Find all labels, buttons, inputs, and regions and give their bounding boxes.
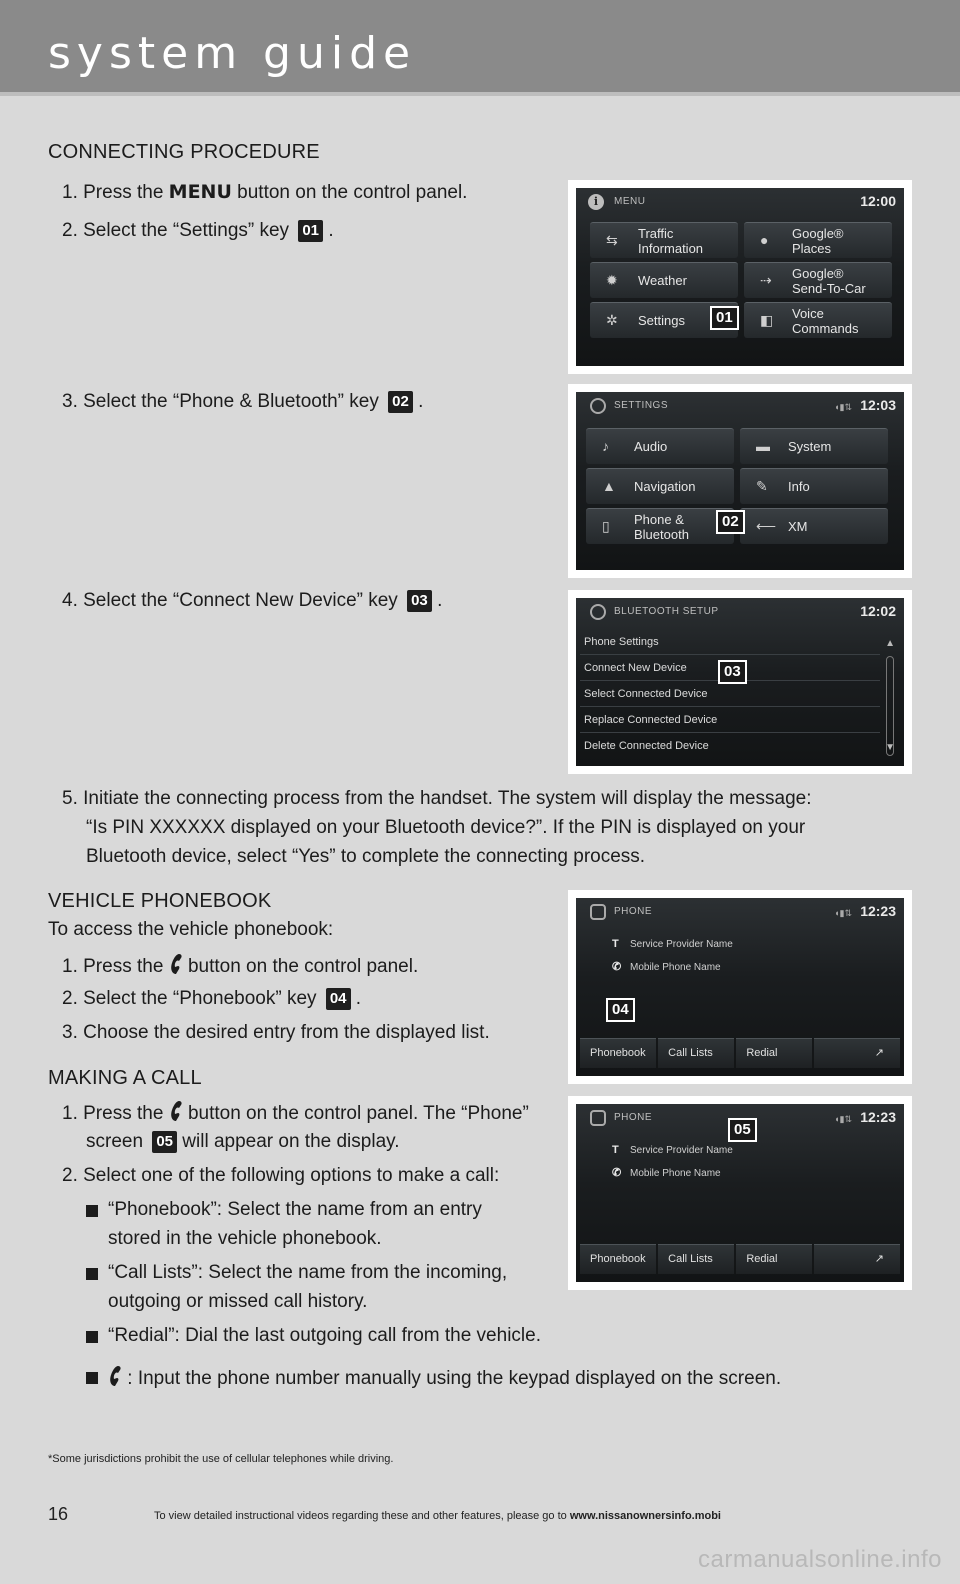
phone-handset-icon: [169, 953, 183, 975]
callout-01: 01: [710, 306, 739, 330]
phone-tabs: [580, 1244, 900, 1274]
watermark: carmanualsonline.info: [698, 1546, 942, 1573]
phonebook-step-3: 3. Choose the desired entry from the displayed list.: [62, 1022, 490, 1043]
call-lists-tab: Call Lists: [658, 1244, 734, 1274]
badge-03: 03: [407, 590, 432, 612]
badge-01: 01: [298, 220, 323, 242]
send-to-car-icon: ⇢: [760, 272, 772, 288]
signal-icon: T: [612, 1144, 619, 1156]
phone-screen-icon: [590, 904, 606, 920]
call-step-1-line2: screen 05 will appear on the display.: [86, 1131, 400, 1152]
system-icon: ▬: [756, 438, 770, 454]
gear-icon: ✲: [606, 312, 618, 328]
bullet-square: [86, 1331, 98, 1343]
phone-bluetooth-button: ▯ Phone & Bluetooth: [586, 508, 734, 544]
keypad-dial-icon: ↗: [814, 1038, 900, 1068]
owners-info-link[interactable]: www.nissanownersinfo.mobi: [569, 1510, 721, 1522]
send-to-car-button: ⇢ Google® Send-To-Car: [744, 262, 892, 298]
connect-step-1: 1. Press the MENU button on the control panel.: [62, 181, 468, 203]
bt-row-connect-new-device: Connect New Device: [584, 662, 687, 674]
option-phonebook-line1: “Phonebook”: Select the name from an entry: [108, 1199, 482, 1220]
navigation-arrow-icon: ▲: [602, 478, 616, 494]
badge-04: 04: [326, 988, 351, 1010]
callout-02: 02: [716, 510, 745, 534]
status-icons: ◖▮⇅: [834, 402, 852, 412]
navigation-button: ▲ Navigation: [586, 468, 734, 504]
bullet-square: [86, 1372, 98, 1384]
call-lists-tab: Call Lists: [658, 1038, 734, 1068]
bluetooth-setup-screenshot: BLUETOOTH SETUP 12:02 Phone Settings Connect New Device Select Connected Device Replace Connected Device Delete Connected Device ▲ ▼ 03: [568, 590, 912, 774]
connect-step-3: 3. Select the “Phone & Bluetooth” key 02 .: [62, 391, 424, 412]
xm-icon: ⟵: [756, 518, 777, 534]
status-icons: ◖▮⇅: [834, 908, 852, 918]
audio-button: ♪ Audio: [586, 428, 734, 464]
connect-step-5-line2: “Is PIN XXXXXX displayed on your Bluetooth device?”. If the PIN is displayed on your: [86, 817, 806, 838]
phone-screenshot-2: PHONE ◖▮⇅ 12:23 T Service Provider Name ✆ Mobile Phone Name Phonebook Call Lists Redial ↗ 05: [568, 1096, 912, 1290]
location-pin-icon: ●: [760, 232, 769, 248]
keypad-dial-icon: ↗: [814, 1244, 900, 1274]
music-note-icon: ♪: [602, 438, 609, 454]
redial-tab: Redial: [736, 1244, 812, 1274]
call-heading: MAKING A CALL: [48, 1067, 202, 1089]
settings-icon: [590, 398, 606, 414]
settings-screenshot: SETTINGS ◖▮⇅ 12:03 ♪ Audio ▬ System ▲ Navigation ✎ Info ▯ Phone & Bluetooth ⟵ XM 02: [568, 384, 912, 578]
callout-04: 04: [606, 998, 635, 1022]
phone-icon: ▯: [602, 518, 610, 534]
page-number: 16: [48, 1504, 69, 1524]
signal-icon: T: [612, 938, 619, 950]
callout-05: 05: [728, 1118, 757, 1142]
xm-button: ⟵ XM: [740, 508, 888, 544]
phone-screen-icon: [590, 1110, 606, 1126]
option-call-lists-line2: outgoing or missed call history.: [108, 1291, 368, 1312]
connect-step-4: 4. Select the “Connect New Device” key 03 .: [62, 590, 443, 611]
phone-handset-icon: [108, 1365, 122, 1387]
call-step-1: 1. Press the button on the control panel. The “Phone”: [62, 1100, 529, 1126]
scroll-up-icon: ▲: [885, 638, 895, 649]
call-step-2: 2. Select one of the following options to make a call:: [62, 1165, 500, 1186]
jurisdiction-note: *Some jurisdictions prohibit the use of cellular telephones while driving.: [48, 1453, 394, 1465]
connecting-heading: CONNECTING PROCEDURE: [48, 141, 320, 163]
bt-row-delete-connected-device: Delete Connected Device: [584, 740, 709, 752]
status-icons: ◖▮⇅: [834, 1114, 852, 1124]
video-link-text: To view detailed instructional videos regarding these and other features, please go to www.nissanownersinfo.mobi: [154, 1510, 721, 1522]
traffic-information-button: ⇆ Traffic Information: [590, 222, 738, 258]
voice-icon: ◧: [760, 312, 774, 328]
menu-key-label: MENU: [168, 181, 232, 203]
bt-row-replace-connected-device: Replace Connected Device: [584, 714, 718, 726]
option-keypad: : Input the phone number manually using the keypad displayed on the screen.: [108, 1365, 781, 1391]
connect-step-5-line1: 5. Initiate the connecting process from the handset. The system will display the message:: [62, 788, 812, 809]
callout-03: 03: [718, 660, 747, 684]
settings-button: ✲ Settings: [590, 302, 738, 338]
weather-button: ✹ Weather: [590, 262, 738, 298]
scrollbar: [886, 656, 894, 756]
page-header: [0, 0, 960, 96]
bt-row-select-connected-device: Select Connected Device: [584, 688, 708, 700]
badge-05: 05: [152, 1131, 177, 1153]
phonebook-step-2: 2. Select the “Phonebook” key 04 .: [62, 988, 362, 1009]
sun-icon: ✹: [606, 272, 618, 288]
connect-step-5-line3: Bluetooth device, select “Yes” to complete the connecting process.: [86, 846, 646, 867]
phone-handset-icon: [169, 1100, 183, 1122]
phonebook-heading: VEHICLE PHONEBOOK: [48, 890, 272, 912]
system-button: ▬ System: [740, 428, 888, 464]
bullet-square: [86, 1205, 98, 1217]
phone-tabs: [580, 1038, 900, 1068]
header-rule: [0, 92, 960, 96]
settings-icon: [590, 604, 606, 620]
redial-tab: Redial: [736, 1038, 812, 1068]
phonebook-step-1: 1. Press the button on the control panel.: [62, 953, 418, 979]
mobile-phone-name: ✆ Mobile Phone Name: [612, 961, 721, 973]
phone-handset-icon: ✆: [612, 1167, 622, 1179]
option-call-lists-line1: “Call Lists”: Select the name from the incoming,: [108, 1262, 508, 1283]
bullet-square: [86, 1268, 98, 1280]
bt-row-phone-settings: Phone Settings: [584, 636, 659, 648]
connect-step-2: 2. Select the “Settings” key 01 .: [62, 220, 334, 241]
service-provider-name: T Service Provider Name: [612, 1144, 733, 1156]
page-title: system guide: [48, 28, 417, 79]
menu-screenshot: i MENU 12:00 ⇆ Traffic Information ● Google® Places ✹ Weather ⇢ Google® Send-To-Car ✲ Settings ◧ Voice Commands 01: [568, 180, 912, 374]
phonebook-intro: To access the vehicle phonebook:: [48, 919, 334, 940]
google-places-button: ● Google® Places: [744, 222, 892, 258]
phone-handset-icon: ✆: [612, 961, 622, 973]
mobile-phone-name: ✆ Mobile Phone Name: [612, 1167, 721, 1179]
phone-screenshot-1: PHONE ◖▮⇅ 12:23 T Service Provider Name ✆ Mobile Phone Name Phonebook Call Lists Redial ↗ 04: [568, 890, 912, 1084]
option-redial: “Redial”: Dial the last outgoing call from the vehicle.: [108, 1325, 541, 1346]
info-button: ✎ Info: [740, 468, 888, 504]
voice-commands-button: ◧ Voice Commands: [744, 302, 892, 338]
scroll-down-icon: ▼: [885, 742, 895, 753]
phonebook-tab: Phonebook: [580, 1244, 656, 1274]
info-icon: ✎: [756, 478, 768, 494]
traffic-icon: ⇆: [606, 232, 618, 248]
phonebook-tab: Phonebook: [580, 1038, 656, 1068]
option-phonebook-line2: stored in the vehicle phonebook.: [108, 1228, 382, 1249]
service-provider-name: T Service Provider Name: [612, 938, 733, 950]
badge-02: 02: [388, 391, 413, 413]
info-icon: i: [588, 194, 604, 210]
